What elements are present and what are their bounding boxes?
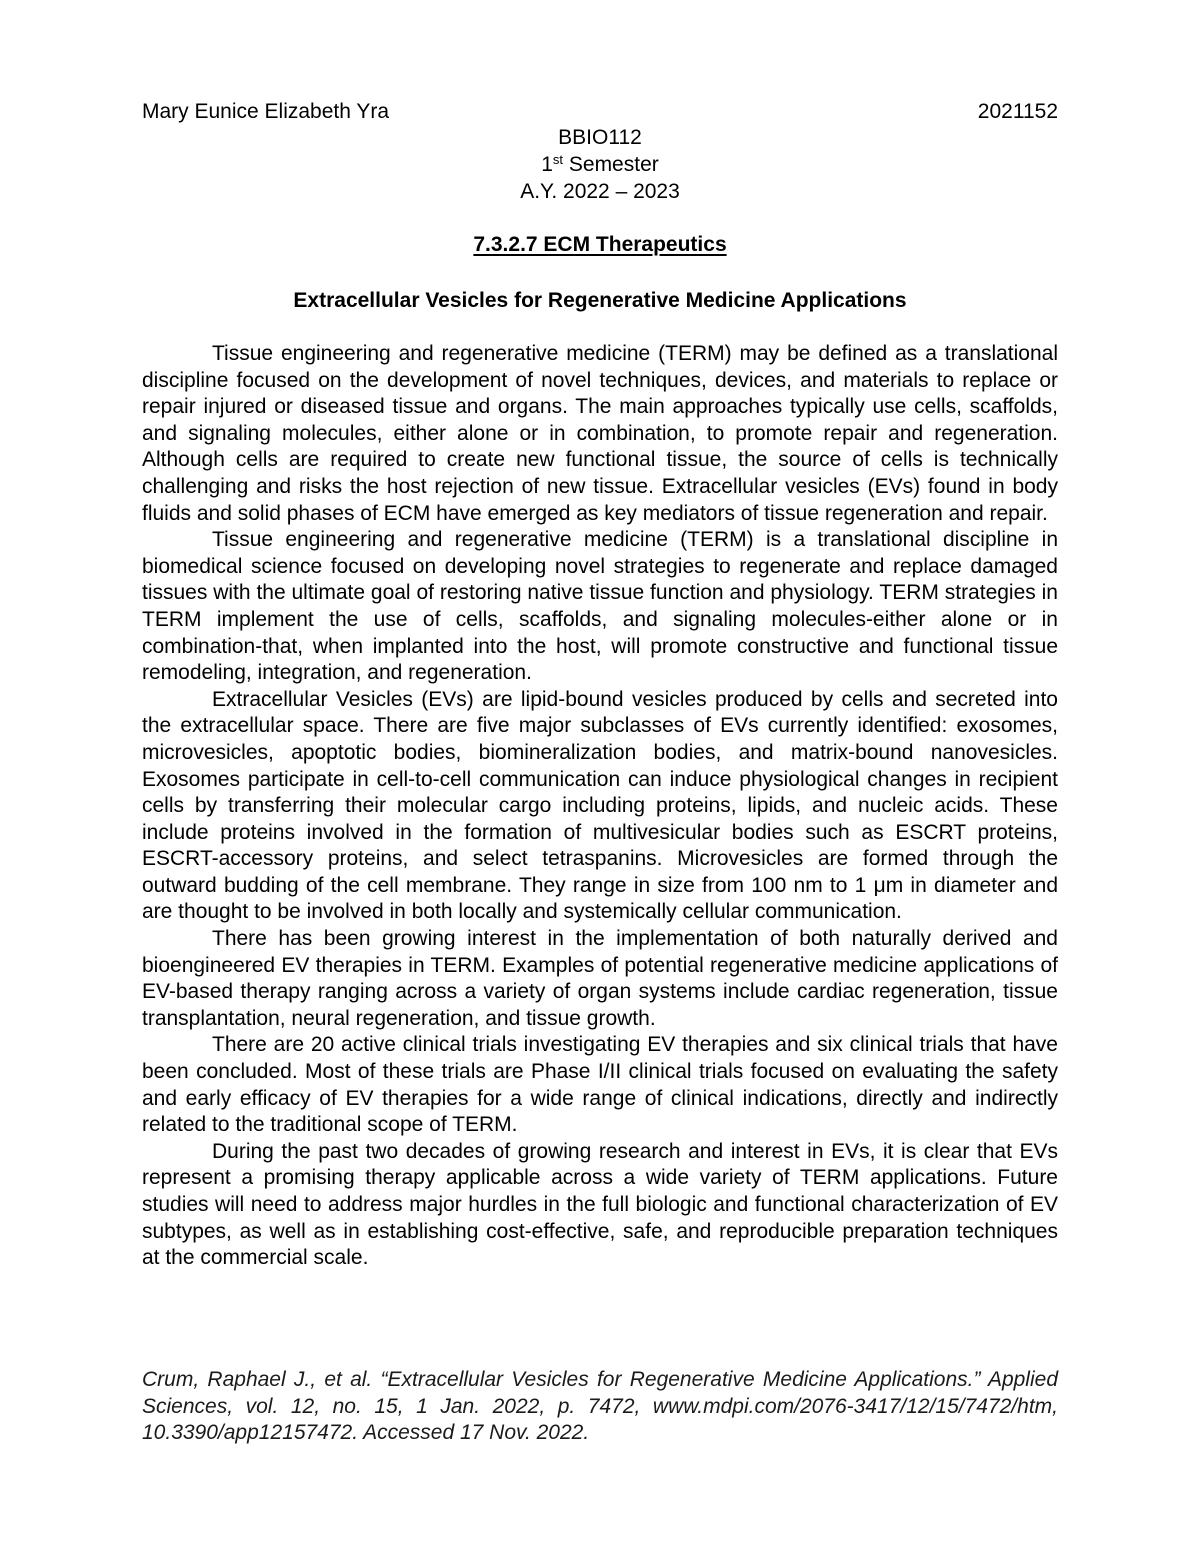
student-id: 2021152 bbox=[977, 100, 1058, 123]
paragraph: Extracellular Vesicles (EVs) are lipid-bound vesicles produced by cells and secreted into the extracellular space. There are five major subclasses of EVs currently identified: exosomes, microvesicles, apoptotic bodies, biomineralization bodies, and matrix-bound nanovesicles. Exosomes participate in cell-to-cell communication can induce physiological changes in recipient cells by transferring their molecular cargo including proteins, lipids, and nucleic acids. These include proteins involved in the formation of multivesicular bodies such as ESCRT proteins, ESCRT-accessory proteins, and select tetraspanins. Microvesicles are formed through the outward budding of the cell membrane. They range in size from 100 nm to 1 μm in diameter and are thought to be involved in both locally and systemically cellular communication. bbox=[142, 687, 1058, 924]
article-title: Extracellular Vesicles for Regenerative Medicine Applications bbox=[293, 289, 907, 312]
semester-suffix: st bbox=[552, 152, 564, 167]
semester bbox=[142, 151, 1058, 178]
paragraph: Tissue engineering and regenerative medicine (TERM) is a translational discipline in biomedical science focused on developing novel strategies to regenerate and replace damaged tissues with the ultimate goal of restoring native tissue function and physiology. TERM strategies in TERM implement the use of cells, scaffolds, and signaling molecules-either alone or in combination-that, when implanted into the host, will promote constructive and functional tissue remodeling, integration, and regeneration. bbox=[142, 528, 1058, 685]
semester-number: 1 bbox=[541, 153, 553, 176]
citation: Crum, Raphael J., et al. “Extracellular Vesicles for Regenerative Medicine Applications.” Applied Sciences, vol. 12, no. 15, 1 Jan. 2022, p. 7472, www.mdpi.com/2076-3417/12/15/7472/htm, 10.3390/app12157472. Accessed 17 Nov. 2022. bbox=[142, 1368, 1058, 1445]
paragraph: During the past two decades of growing research and interest in EVs, it is clear that EVs represent a promising therapy applicable across a wide variety of TERM applications. Future studies will need to address major hurdles in the full biologic and functional characterization of EV subtypes, as well as in establishing cost-effective, safe, and reproducible preparation techniques at the commercial scale. bbox=[142, 1139, 1058, 1270]
semester-word: Semester bbox=[563, 153, 659, 176]
section-title: 7.3.2.7 ECM Therapeutics bbox=[473, 233, 727, 256]
paragraph: There has been growing interest in the implementation of both naturally derived and bioengineered EV therapies in TERM. Examples of potential regenerative medicine applications of EV-based therapy ranging across a variety of organ systems include cardiac regeneration, tissue transplantation, neural regeneration, and tissue growth. bbox=[142, 927, 1058, 1030]
course-code: BBIO112 bbox=[558, 126, 642, 149]
academic-year: A.Y. 2022 – 2023 bbox=[520, 180, 680, 203]
author-name: Mary Eunice Elizabeth Yra bbox=[142, 100, 390, 123]
paragraph: There are 20 active clinical trials investigating EV therapies and six clinical trials that have been concluded. Most of these trials are Phase I/II clinical trials focused on evaluating the safety and early efficacy of EV therapies for a wide range of clinical indications, directly and indirectly related to the traditional scope of TERM. bbox=[142, 1033, 1058, 1137]
body-text bbox=[142, 341, 1058, 1272]
paragraph: Tissue engineering and regenerative medicine (TERM) may be defined as a translational discipline focused on the development of novel techniques, devices, and materials to replace or repair injured or diseased tissue and organs. The main approaches typically use cells, scaffolds, and signaling molecules, either alone or in combination, to promote repair and regeneration. Although cells are required to create new functional tissue, the source of cells is technically challenging and risks the host rejection of new tissue. Extracellular vesicles (EVs) found in body fluids and solid phases of ECM have emerged as key mediators of tissue regeneration and repair. bbox=[142, 342, 1058, 525]
